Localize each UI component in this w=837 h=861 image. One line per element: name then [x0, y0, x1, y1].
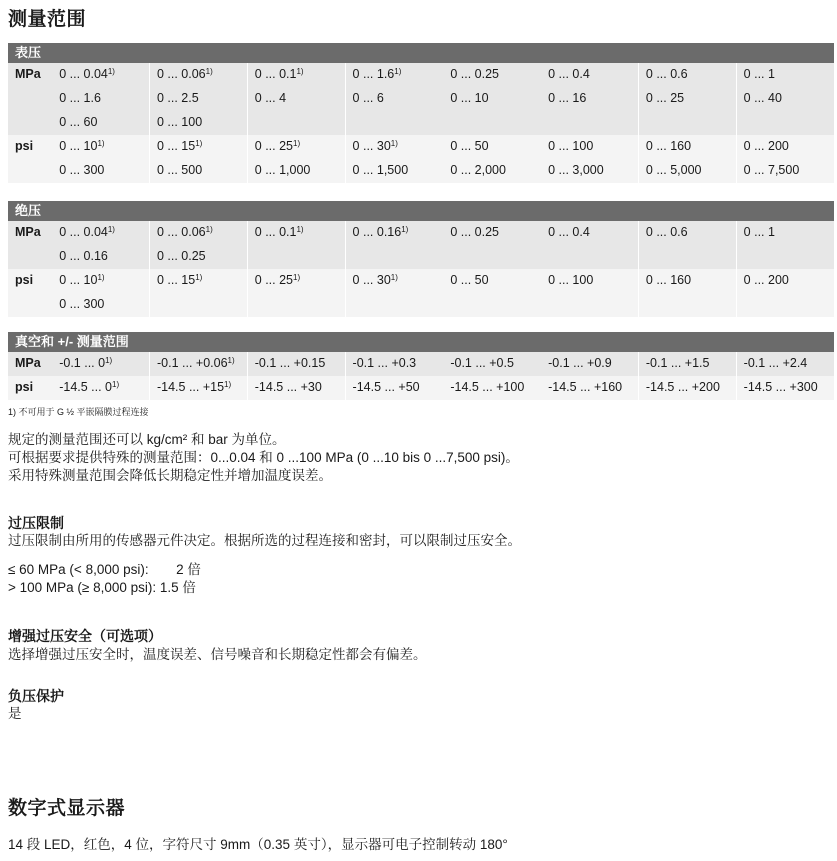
range-value: 0 ... 0.25: [450, 225, 499, 239]
range-value: -14.5 ... +30: [254, 380, 322, 394]
range-value: 0 ... 300: [59, 297, 105, 311]
range-cell: [737, 352, 834, 376]
range-cell: [52, 245, 149, 269]
range-cell: [541, 352, 638, 376]
range-value: -0.1 ... +0.3: [352, 356, 417, 370]
range-cell: [150, 63, 247, 87]
limit-2-value: 1.5 倍: [159, 580, 196, 595]
range-cell: [346, 269, 443, 293]
range-cell: [541, 245, 638, 269]
range-cell: [52, 376, 149, 400]
range-value: 0 ... 1: [743, 225, 775, 239]
footnote-marker: 1): [401, 225, 409, 234]
page-title: 测量范围: [8, 9, 87, 30]
footnote-marker: 1): [293, 273, 301, 282]
range-value: 0 ... 0.1: [254, 67, 297, 81]
range-cell: [541, 87, 638, 111]
table-row: [8, 159, 834, 183]
footnote-marker: 1): [205, 225, 213, 234]
range-value: 0 ... 25: [645, 91, 685, 105]
limit-1-value: 2 倍: [176, 562, 201, 577]
range-value: 0 ... 0.16: [352, 225, 402, 239]
range-value: -0.1 ... +1.5: [645, 356, 710, 370]
range-value: 0 ... 25: [254, 273, 293, 287]
range-cell: [639, 135, 736, 159]
range-cell: [443, 245, 540, 269]
range-value: -14.5 ... +15: [156, 380, 225, 394]
limit-2-label: > 100 MPa (≥ 8,000 psi):: [8, 580, 157, 595]
range-cell: [346, 245, 443, 269]
range-cell: [639, 245, 736, 269]
range-cell: [52, 159, 149, 183]
range-value: 0 ... 500: [156, 163, 203, 177]
range-cell: [248, 159, 345, 183]
footnote-marker: 1): [224, 380, 232, 389]
footnote-marker: 1): [390, 139, 398, 148]
table-row: [8, 269, 834, 293]
range-value: -14.5 ... +50: [352, 380, 420, 394]
range-value: 0 ... 10: [59, 273, 98, 287]
range-cell: [639, 293, 736, 317]
range-cell: [541, 269, 638, 293]
range-cell: [248, 376, 345, 400]
vacuum-protection-text: 是: [8, 706, 22, 721]
enhanced-overpressure-title: 增强过压安全（可选项）: [8, 628, 162, 644]
range-cell: [248, 352, 345, 376]
range-cell: [737, 245, 834, 269]
range-cell: [443, 159, 540, 183]
range-value: -0.1 ... 0: [59, 356, 106, 370]
range-cell: [541, 135, 638, 159]
vacuum-protection-title: 负压保护: [8, 688, 64, 704]
range-value: 0 ... 60: [59, 115, 98, 129]
range-cell: [443, 221, 540, 245]
range-cell: [150, 293, 247, 317]
range-value: 0 ... 100: [156, 115, 203, 129]
unit-note: 规定的测量范围还可以 kg/cm² 和 bar 为单位。: [8, 432, 286, 447]
range-value: 0 ... 10: [450, 91, 489, 105]
range-value: 0 ... 1,000: [254, 163, 311, 177]
table-row: [8, 111, 834, 135]
table-row: [8, 63, 834, 87]
range-cell: [443, 135, 540, 159]
vacuum-range-header: 真空和 +/- 测量范围: [8, 332, 834, 352]
unit-cell: [8, 111, 52, 135]
range-cell: [639, 111, 736, 135]
range-cell: [541, 111, 638, 135]
range-value: -14.5 ... +200: [645, 380, 720, 394]
footnote-marker: 1): [296, 67, 304, 76]
range-value: -14.5 ... +300: [743, 380, 818, 394]
range-value: 0 ... 0.4: [548, 67, 590, 81]
range-cell: [150, 269, 247, 293]
overpressure-limit-1: [8, 561, 201, 579]
range-cell: [443, 111, 540, 135]
range-cell: [737, 221, 834, 245]
range-cell: [52, 63, 149, 87]
range-cell: [541, 159, 638, 183]
range-value: -0.1 ... +0.15: [254, 356, 326, 370]
unit-cell: MPa: [8, 221, 52, 245]
range-cell: [150, 245, 247, 269]
range-value: 0 ... 30: [352, 139, 391, 153]
footnote-marker: 1): [107, 225, 115, 234]
range-cell: [248, 269, 345, 293]
range-value: 0 ... 0.04: [59, 67, 108, 81]
range-value: -0.1 ... +0.06: [156, 356, 228, 370]
range-value: 0 ... 1: [743, 67, 775, 81]
table-row: [8, 293, 834, 317]
enhanced-overpressure-text: 选择增强过压安全时，温度误差、信号噪音和长期稳定性都会有偏差。: [8, 647, 427, 662]
range-cell: [248, 245, 345, 269]
absolute-pressure-header: 绝压: [8, 201, 834, 221]
display-section-title: 数字式显示器: [8, 798, 126, 819]
range-cell: [737, 293, 834, 317]
range-value: 0 ... 0.6: [645, 225, 688, 239]
range-value: 0 ... 30: [352, 273, 391, 287]
overpressure-title: 过压限制: [8, 515, 64, 531]
footnote-marker: 1): [97, 139, 105, 148]
range-cell: [639, 87, 736, 111]
range-value: 0 ... 10: [59, 139, 98, 153]
range-cell: [541, 63, 638, 87]
footnote-marker: 1): [227, 356, 235, 365]
unit-cell: [8, 87, 52, 111]
range-cell: [541, 376, 638, 400]
range-cell: [737, 63, 834, 87]
range-value: 0 ... 100: [548, 273, 594, 287]
footnote-marker: 1): [195, 139, 203, 148]
display-description: 14 段 LED，红色，4 位，字符尺寸 9mm（0.35 英寸），显示器可电子控制转动 180°: [8, 837, 508, 852]
special-range-note: 可根据要求提供特殊的测量范围：0...0.04 和 0 ...100 MPa (0 ...10 bis 0 ...7,500 psi)。: [8, 450, 519, 465]
range-value: -14.5 ... 0: [59, 380, 113, 394]
range-value: 0 ... 50: [450, 273, 489, 287]
range-value: 0 ... 0.16: [59, 249, 108, 263]
range-value: 0 ... 0.25: [450, 67, 499, 81]
footnote-marker: 1): [107, 67, 115, 76]
table-footnote: 1) 不可用于 G ½ 平嵌隔膜过程连接: [8, 407, 149, 417]
range-value: -14.5 ... +160: [548, 380, 623, 394]
gauge-pressure-rows: [8, 63, 834, 183]
range-cell: [737, 135, 834, 159]
range-cell: [248, 87, 345, 111]
range-value: 0 ... 40: [743, 91, 782, 105]
range-value: 0 ... 160: [645, 139, 692, 153]
range-value: 0 ... 200: [743, 273, 789, 287]
range-cell: [150, 159, 247, 183]
range-value: 0 ... 200: [743, 139, 789, 153]
range-value: 0 ... 7,500: [743, 163, 800, 177]
range-cell: [150, 111, 247, 135]
range-cell: [52, 269, 149, 293]
range-value: 0 ... 0.6: [645, 67, 688, 81]
range-cell: [639, 159, 736, 183]
range-cell: [639, 221, 736, 245]
footnote-marker: 1): [112, 380, 120, 389]
footnote-marker: 1): [105, 356, 113, 365]
range-cell: [443, 87, 540, 111]
range-cell: [737, 376, 834, 400]
range-cell: [639, 352, 736, 376]
absolute-pressure-table: [8, 201, 834, 317]
range-cell: [346, 87, 443, 111]
range-cell: [346, 159, 443, 183]
range-cell: [52, 293, 149, 317]
unit-cell: [8, 245, 52, 269]
range-cell: [639, 376, 736, 400]
overpressure-limit-2: [8, 579, 196, 597]
range-value: 0 ... 160: [645, 273, 692, 287]
footnote-marker: 1): [296, 225, 304, 234]
range-value: -0.1 ... +0.5: [450, 356, 514, 370]
range-value: 0 ... 2,000: [450, 163, 506, 177]
range-value: 0 ... 0.06: [156, 67, 206, 81]
range-cell: [346, 293, 443, 317]
range-value: 0 ... 0.04: [59, 225, 108, 239]
range-cell: [443, 352, 540, 376]
range-cell: [52, 352, 149, 376]
range-cell: [150, 376, 247, 400]
range-value: 0 ... 25: [254, 139, 293, 153]
range-cell: [541, 221, 638, 245]
vacuum-range-table: [8, 332, 834, 400]
range-cell: [541, 293, 638, 317]
range-cell: [737, 159, 834, 183]
range-cell: [150, 352, 247, 376]
table-row: [8, 352, 834, 376]
range-value: 0 ... 3,000: [548, 163, 604, 177]
range-value: 0 ... 50: [450, 139, 489, 153]
range-value: 0 ... 0.06: [156, 225, 206, 239]
range-value: 0 ... 1.6: [59, 91, 101, 105]
gauge-pressure-table: [8, 43, 834, 183]
range-cell: [346, 63, 443, 87]
footnote-marker: 1): [205, 67, 213, 76]
range-value: 0 ... 1.6: [352, 67, 395, 81]
range-value: 0 ... 16: [548, 91, 587, 105]
limit-1-label: ≤ 60 MPa (< 8,000 psi):: [8, 562, 149, 577]
range-cell: [248, 63, 345, 87]
footnote-marker: 1): [390, 273, 398, 282]
range-cell: [443, 269, 540, 293]
range-cell: [346, 352, 443, 376]
range-cell: [346, 221, 443, 245]
range-value: 0 ... 2.5: [156, 91, 199, 105]
vacuum-range-rows: [8, 352, 834, 400]
unit-cell: psi: [8, 376, 52, 400]
gauge-pressure-header: 表压: [8, 43, 834, 63]
range-cell: [639, 269, 736, 293]
range-cell: [52, 221, 149, 245]
footnote-marker: 1): [97, 273, 105, 282]
range-cell: [737, 269, 834, 293]
table-row: [8, 135, 834, 159]
range-cell: [737, 87, 834, 111]
unit-cell: MPa: [8, 352, 52, 376]
footnote-marker: 1): [394, 67, 402, 76]
range-value: 0 ... 300: [59, 163, 105, 177]
range-cell: [150, 87, 247, 111]
range-cell: [443, 63, 540, 87]
range-cell: [443, 293, 540, 317]
range-value: -0.1 ... +0.9: [548, 356, 612, 370]
footnote-marker: 1): [195, 273, 203, 282]
range-cell: [737, 111, 834, 135]
stability-note: 采用特殊测量范围会降低长期稳定性并增加温度误差。: [8, 468, 332, 483]
range-cell: [150, 135, 247, 159]
range-value: -0.1 ... +2.4: [743, 356, 808, 370]
footnote-marker: 1): [293, 139, 301, 148]
range-cell: [346, 135, 443, 159]
range-cell: [52, 87, 149, 111]
absolute-pressure-rows: [8, 221, 834, 317]
unit-cell: psi: [8, 269, 52, 293]
range-value: 0 ... 6: [352, 91, 384, 105]
range-cell: [248, 111, 345, 135]
range-value: 0 ... 0.1: [254, 225, 297, 239]
unit-cell: [8, 159, 52, 183]
range-cell: [346, 111, 443, 135]
range-value: 0 ... 0.4: [548, 225, 590, 239]
range-cell: [248, 135, 345, 159]
unit-cell: psi: [8, 135, 52, 159]
range-value: 0 ... 100: [548, 139, 594, 153]
overpressure-text: 过压限制由所用的传感器元件决定。根据所选的过程连接和密封，可以限制过压安全。: [8, 533, 521, 548]
table-row: [8, 376, 834, 400]
range-value: 0 ... 15: [156, 139, 196, 153]
range-cell: [346, 376, 443, 400]
unit-cell: [8, 293, 52, 317]
range-cell: [248, 293, 345, 317]
range-value: 0 ... 4: [254, 91, 287, 105]
range-cell: [52, 135, 149, 159]
range-cell: [248, 221, 345, 245]
range-value: 0 ... 15: [156, 273, 196, 287]
table-row: [8, 87, 834, 111]
range-value: 0 ... 1,500: [352, 163, 409, 177]
range-value: 0 ... 5,000: [645, 163, 702, 177]
table-row: [8, 245, 834, 269]
table-row: [8, 221, 834, 245]
range-value: -14.5 ... +100: [450, 380, 525, 394]
range-cell: [52, 111, 149, 135]
range-value: 0 ... 0.25: [156, 249, 206, 263]
unit-cell: MPa: [8, 63, 52, 87]
range-cell: [150, 221, 247, 245]
range-cell: [639, 63, 736, 87]
range-cell: [443, 376, 540, 400]
